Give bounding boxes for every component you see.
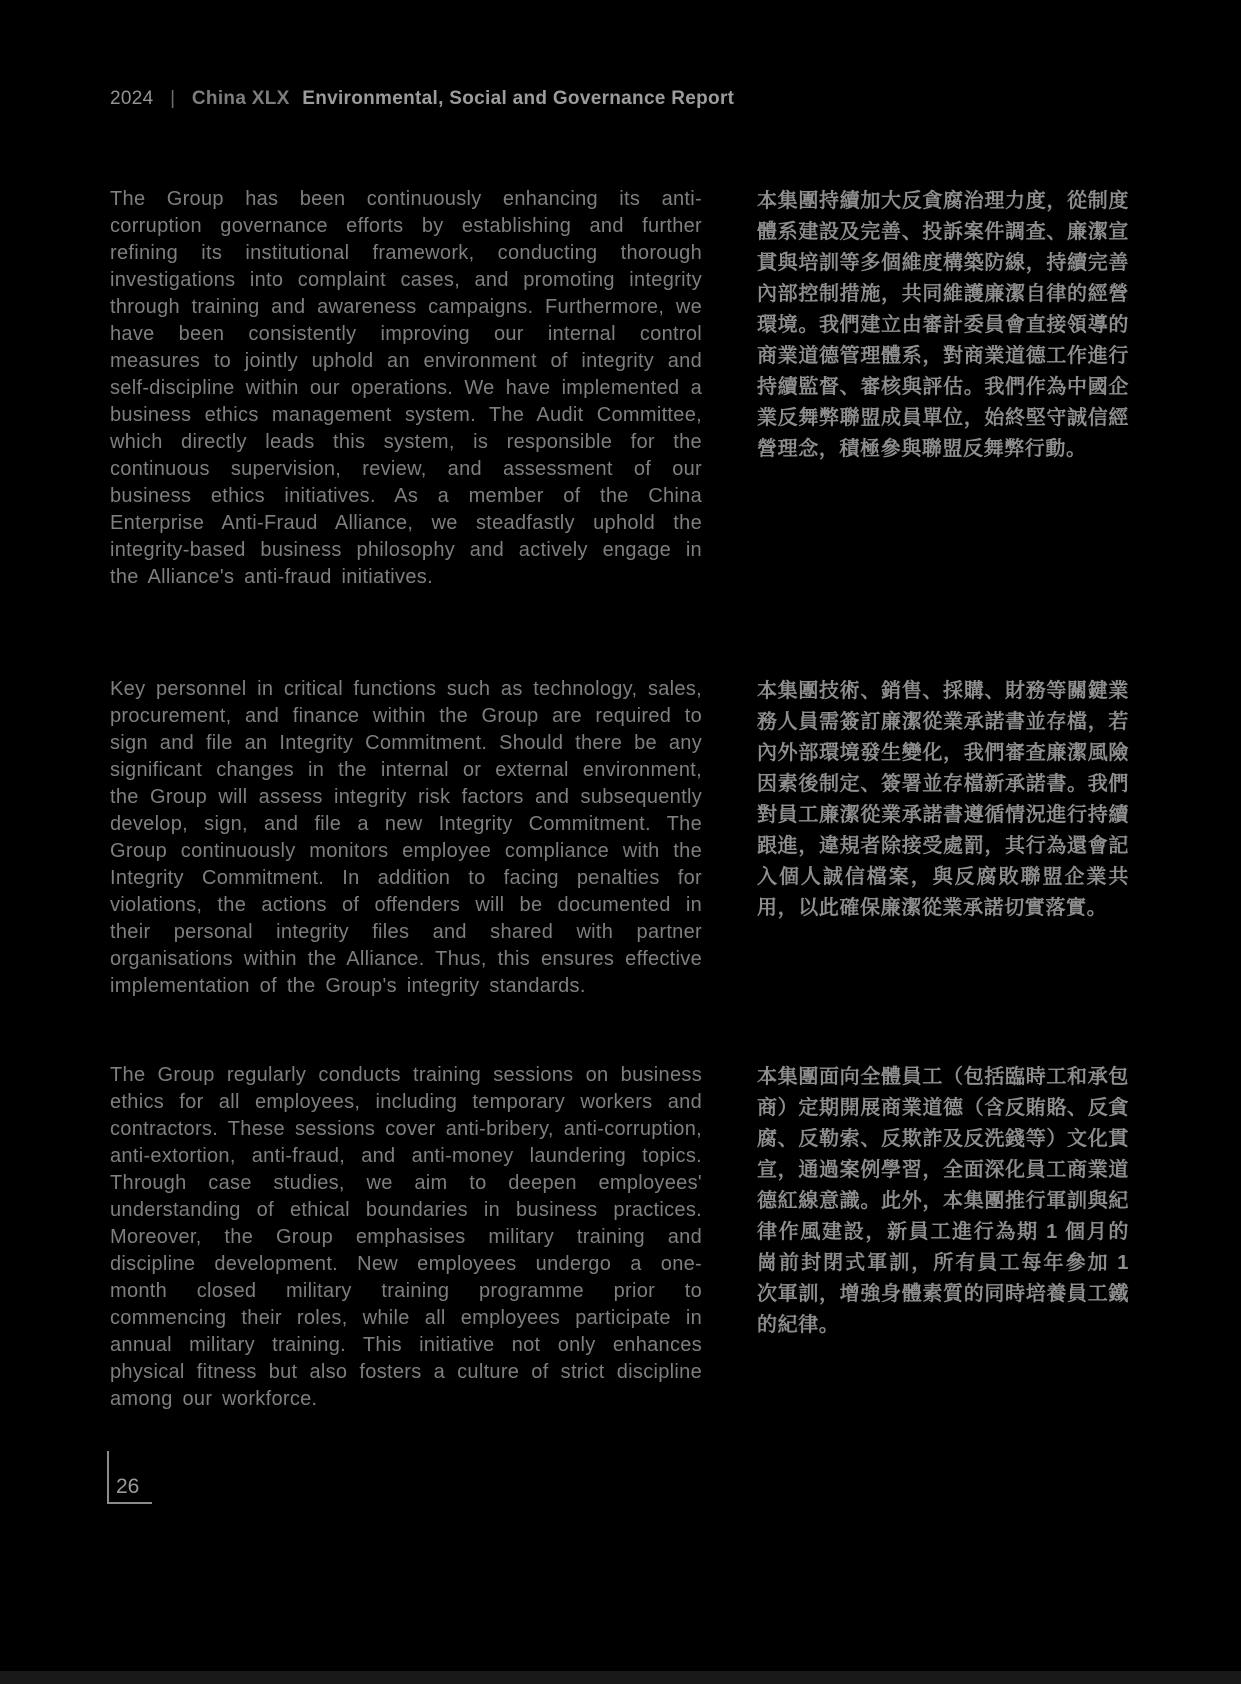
chinese-paragraph-3: 本集團面向全體員工（包括臨時工和承包商）定期開展商業道德（含反賄賂、反貪腐、反勒索、反欺詐及反洗錢等）文化貫宣，通過案例學習，全面深化員工商業道德紅線意識。此外，本集團推行軍訓與紀律作風建設，新員工進行為期 1 個月的崗前封閉式軍訓，所有員工每年參加 1 次軍訓，增強身體素質的同時培養員工鐵的紀律。 (757, 1066, 1129, 1336)
page-number (107, 1451, 152, 1504)
english-paragraph-1: The Group has been continuously enhancing its anti-corruption governance efforts by establishing and further refining its institutional framework, conducting thorough investigations into complaint cases, and promoting integrity through training and awareness campaigns. Furthermore, we have been consistently improving our internal control measures to jointly uphold an environment of integrity and self-discipline within our operations. We have implemented a business ethics management system. The Audit Committee, which directly leads this system, is responsible for the continuous supervision, review, and assessment of our business ethics initiatives. As a member of the China Enterprise Anti-Fraud Alliance, we steadfastly uphold the integrity-based business philosophy and actively engage in the Alliance's anti-fraud initiatives. (110, 188, 702, 588)
company-name: China XLX (191, 88, 290, 109)
english-paragraph-3: The Group regularly conducts training sessions on business ethics for all employees, including temporary workers and contractors. These sessions cover anti-bribery, anti-corruption, anti-extortion, anti-fraud, and anti-money laundering topics. Through case studies, we aim to deepen employees' understanding of ethical boundaries in business practices. Moreover, the Group emphasises military training and discipline development. New employees undergo a one-month closed military training programme prior to commencing their roles, while all employees participate in annual military training. This initiative not only enhances physical fitness but also fosters a culture of strict discipline among our workforce. (110, 1064, 702, 1410)
report-header (110, 88, 734, 110)
content-row-1 (110, 186, 1129, 591)
chinese-paragraph-2: 本集團技術、銷售、採購、財務等關鍵業務人員需簽訂廉潔從業承諾書並存檔，若內外部環境發生變化，我們審查廉潔風險因素後制定、簽署並存檔新承諾書。我們對員工廉潔從業承諾書遵循情況進行持續跟進，違規者除接受處罰，其行為還會記入個人誠信檔案，與反腐敗聯盟企業共用，以此確保廉潔從業承諾切實落實。 (757, 680, 1129, 919)
header-divider: | (170, 88, 176, 109)
report-title: Environmental, Social and Governance Report (302, 88, 735, 109)
page-bottom-edge (0, 1671, 1241, 1684)
content-row-3 (110, 1062, 1129, 1413)
content-row-2 (110, 676, 1129, 1000)
chinese-paragraph-1: 本集團持續加大反貪腐治理力度，從制度體系建設及完善、投訴案件調查、廉潔宣貫與培訓等多個維度構築防線，持續完善內部控制措施，共同維護廉潔自律的經營環境。我們建立由審計委員會直接領導的商業道德管理體系，對商業道德工作進行持續監督、審核與評估。我們作為中國企業反舞弊聯盟成員單位，始終堅守誠信經營理念，積極參與聯盟反舞弊行動。 (757, 190, 1129, 460)
report-year: 2024 (110, 88, 154, 109)
page-number-label: 26 (116, 1475, 140, 1498)
english-paragraph-2: Key personnel in critical functions such as technology, sales, procurement, and finance within the Group are required to sign and file an Integrity Commitment. Should there be any significant changes in the internal or external environment, the Group will assess integrity risk factors and subsequently develop, sign, and file a new Integrity Commitment. The Group continuously monitors employee compliance with the Integrity Commitment. In addition to facing penalties for violations, the actions of offenders will be documented in their personal integrity files and shared with partner organisations within the Alliance. Thus, this ensures effective implementation of the Group's integrity standards. (110, 678, 702, 997)
